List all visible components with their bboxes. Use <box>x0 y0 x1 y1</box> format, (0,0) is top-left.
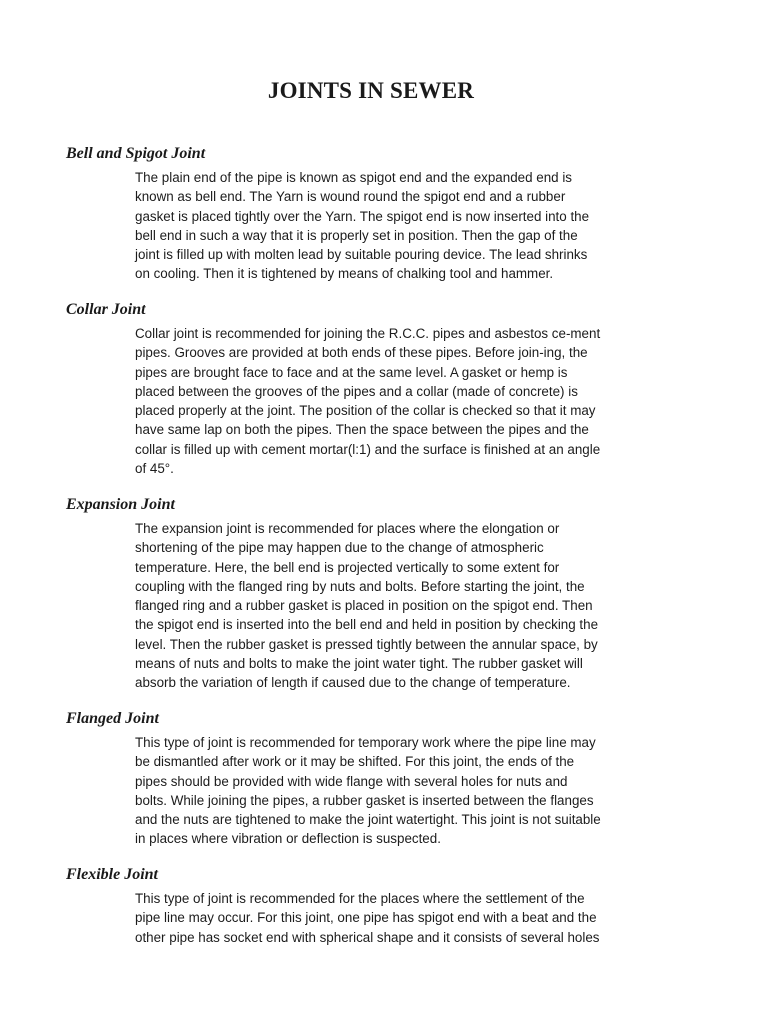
paragraph-line: bell end in such a way that it is properly set in position. Then the gap of the <box>135 227 578 243</box>
paragraph-line: on cooling. Then it is tightened by means of chalking tool and hammer. <box>135 266 554 282</box>
paragraph-line: have same lap on both the pipes. Then the space between the pipes and the <box>135 422 589 438</box>
page-title: JOINTS IN SEWER <box>267 78 475 103</box>
paragraph-line: absorb the variation of length if caused due to the change of temperature. <box>135 675 571 691</box>
paragraph-line: the spigot end is inserted into the bell end and held in position by checking the <box>135 617 599 633</box>
section-heading-collar-joint: Collar Joint <box>66 301 146 318</box>
paragraph-line: collar is filled up with cement mortar(l:1) and the surface is finished at an angle <box>135 441 601 457</box>
section-heading-bell-and-spigot-joint: Bell and Spigot Joint <box>66 145 206 162</box>
paragraph-line: bolts. While joining the pipes, a rubber gasket is inserted between the flanges <box>135 792 594 808</box>
section-heading-flexible-joint: Flexible Joint <box>66 866 158 883</box>
section-body-flexible-joint <box>135 889 683 947</box>
section-body-bell-and-spigot-joint <box>135 168 683 284</box>
paragraph-line: means of nuts and bolts to make the joint water tight. The rubber gasket will <box>135 656 583 672</box>
paragraph-line: coupling with the flanged ring by nuts and bolts. Before starting the joint, the <box>135 578 585 594</box>
paragraph-line: be dismantled after work or it may be shifted. For this joint, the ends of the <box>135 754 575 770</box>
paragraph-line: joint is filled up with molten lead by suitable pouring device. The lead shrinks <box>135 247 588 263</box>
paragraph-line: placed between the grooves of the pipes and a collar (made of concrete) is <box>135 383 578 399</box>
section-heading-flanged-joint: Flanged Joint <box>66 710 159 727</box>
paragraph-line: flanged ring and a rubber gasket is placed in position on the spigot end. Then <box>135 598 593 614</box>
section-heading-expansion-joint: Expansion Joint <box>66 496 175 513</box>
paragraph-line: pipes. Grooves are provided at both ends of these pipes. Before join-ing, the <box>135 345 588 361</box>
section-body-collar-joint <box>135 324 683 478</box>
paragraph-line: temperature. Here, the bell end is projected vertically to some extent for <box>135 559 560 575</box>
paragraph-line: in places where vibration or deflection is suspected. <box>135 831 441 847</box>
paragraph-line: gasket is placed tightly over the Yarn. The spigot end is now inserted into the <box>135 208 590 224</box>
paragraph-line: pipes are brought face to face and at the same level. A gasket or hemp is <box>135 364 568 380</box>
paragraph-line: placed properly at the joint. The position of the collar is checked so that it may <box>135 403 596 419</box>
section-body-flanged-joint <box>135 733 683 849</box>
paragraph-line: and the nuts are tightened to make the joint watertight. This joint is not suitable <box>135 812 601 828</box>
paragraph-line: This type of joint is recommended for temporary work where the pipe line may <box>135 735 596 750</box>
paragraph-line: of 45°. <box>135 461 174 477</box>
paragraph-line: This type of joint is recommended for the places where the settlement of the <box>135 891 585 906</box>
paragraph-line: level. Then the rubber gasket is pressed tightly between the annular space, by <box>135 636 598 652</box>
paragraph-line: other pipe has socket end with spherical shape and it consists of several holes <box>135 929 600 945</box>
paragraph-line: The plain end of the pipe is known as spigot end and the expanded end is <box>135 170 573 185</box>
paragraph-line: pipes should be provided with wide flange with several holes for nuts and <box>135 773 568 789</box>
paragraph-line: known as bell end. The Yarn is wound round the spigot end and a rubber <box>135 189 566 205</box>
paragraph-line: Collar joint is recommended for joining the R.C.C. pipes and asbestos ce-ment <box>135 326 601 341</box>
section-body-expansion-joint <box>135 519 683 693</box>
paragraph-line: shortening of the pipe may happen due to the change of atmospheric <box>135 540 544 556</box>
paragraph-line: The expansion joint is recommended for places where the elongation or <box>135 521 560 536</box>
paragraph-line: pipe line may occur. For this joint, one pipe has spigot end with a beat and the <box>135 910 597 926</box>
